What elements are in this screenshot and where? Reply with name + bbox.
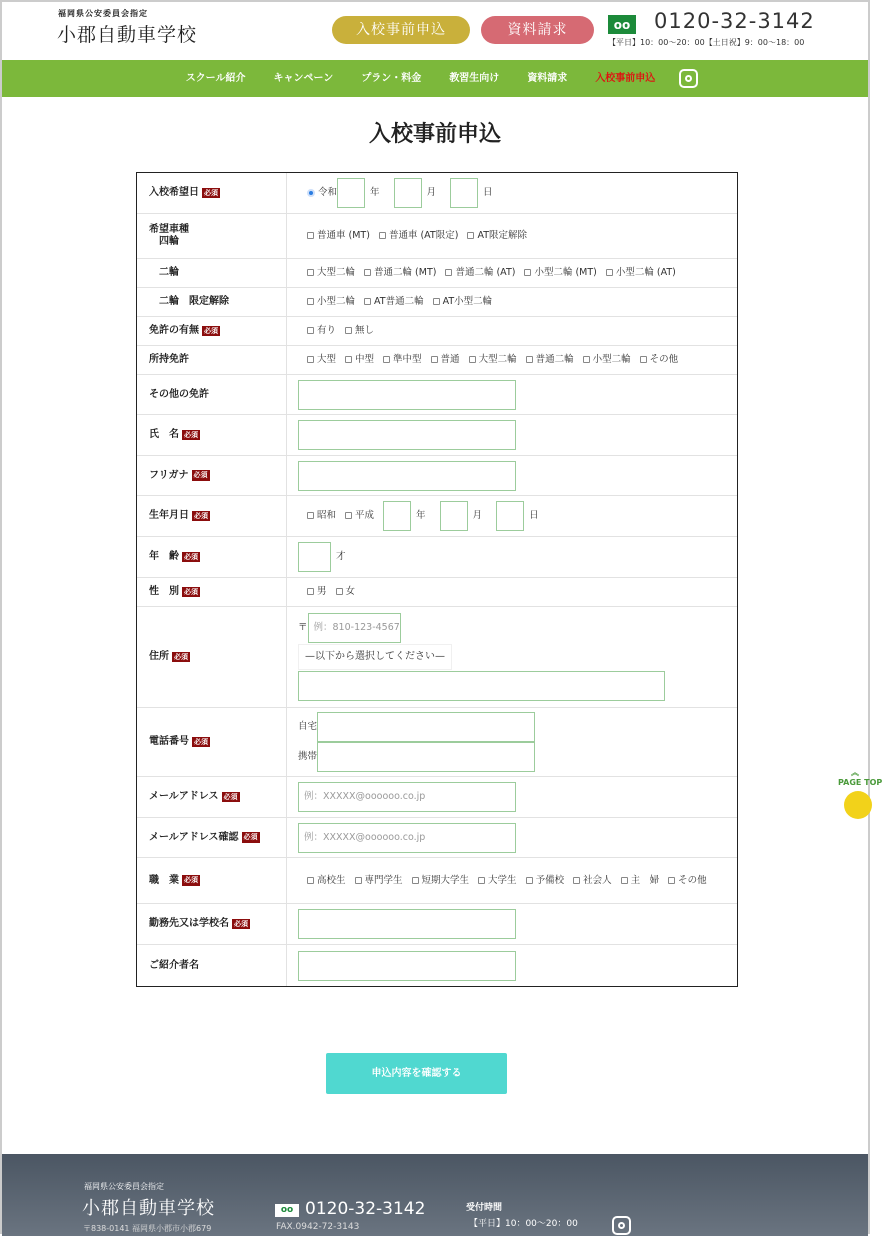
option-label: 普通二輪 (MT)	[374, 267, 437, 279]
option-label: AT限定解除	[477, 230, 528, 242]
form-row	[137, 945, 737, 986]
nav-item[interactable]: キャンペーン	[273, 72, 334, 84]
field-input-area	[287, 578, 737, 606]
checkbox[interactable]	[478, 877, 485, 884]
checkbox-option[interactable]	[412, 875, 470, 886]
year-input[interactable]	[383, 501, 411, 531]
form-row	[137, 818, 737, 858]
prefecture-select[interactable]: —以下から選択してください—	[298, 644, 452, 670]
checkbox-option[interactable]	[583, 354, 631, 365]
field-label	[137, 818, 287, 857]
field-input-area	[287, 858, 737, 903]
checkbox[interactable]	[345, 512, 352, 519]
instagram-icon[interactable]	[612, 1216, 631, 1235]
option-label: 小型二輪 (AT)	[615, 267, 676, 279]
phone-line	[298, 712, 535, 742]
option-label: 普通	[440, 354, 460, 366]
form-row	[137, 346, 737, 375]
required-badge: 必須	[184, 552, 198, 561]
field-label-text: 二輪	[149, 267, 179, 278]
phone-line	[298, 742, 535, 772]
checkbox-option[interactable]	[307, 267, 355, 278]
logo-subtitle: 福岡県公安委員会指定	[58, 9, 148, 18]
field-label-text: 勤務先又は学校名	[149, 918, 229, 929]
option-label: 社会人	[583, 874, 612, 886]
checkbox[interactable]	[526, 877, 533, 884]
unit-label: 日	[529, 510, 539, 522]
field-label	[137, 904, 287, 944]
field-input-area	[287, 317, 737, 345]
field-label-text: 生年月日	[149, 510, 189, 521]
checkbox-option[interactable]	[469, 354, 517, 365]
nav-item[interactable]: 入校事前申込	[595, 72, 656, 84]
page-top-label: PAGE TOP	[838, 777, 882, 787]
option-label: 普通車 (MT)	[317, 230, 370, 242]
option-label: 平成	[355, 510, 375, 522]
footer-fax: FAX.0942-72-3143	[276, 1222, 360, 1232]
checkbox-option[interactable]	[379, 230, 459, 241]
checkbox[interactable]	[606, 269, 613, 276]
option-label: その他	[649, 354, 679, 366]
form-row	[137, 259, 737, 288]
field-label	[137, 496, 287, 536]
footer-logo: 小郡自動車学校	[82, 1198, 215, 1219]
nav-item[interactable]: スクール紹介	[185, 72, 246, 84]
request-materials-button[interactable]: 資料請求	[481, 16, 594, 44]
field-label-text: ご紹介者名	[149, 959, 199, 971]
form-row	[137, 317, 737, 346]
instagram-icon[interactable]	[679, 69, 698, 88]
checkbox[interactable]	[336, 588, 343, 595]
checkbox-option[interactable]	[640, 354, 679, 365]
application-form	[136, 172, 738, 987]
option-label: 小型二輪 (MT)	[534, 267, 597, 279]
checkbox-option[interactable]	[307, 296, 355, 307]
checkbox[interactable]	[307, 512, 314, 519]
checkbox[interactable]	[307, 232, 314, 239]
option-label: AT普通二輪	[374, 296, 424, 308]
field-label-text: 所持免許	[149, 354, 189, 365]
option-label: 小型二輪	[592, 354, 631, 366]
page-top-button[interactable]	[838, 768, 882, 819]
field-input-area	[287, 456, 737, 495]
form-row	[137, 214, 737, 259]
nav-item[interactable]: プラン・料金	[361, 72, 422, 84]
checkbox[interactable]	[412, 877, 419, 884]
field-label-text: 住所	[149, 651, 169, 662]
text-input[interactable]	[298, 461, 516, 491]
option-label: 高校生	[317, 874, 346, 886]
checkbox[interactable]	[307, 877, 314, 884]
field-input-area	[287, 607, 737, 707]
field-label	[137, 375, 287, 414]
option-label: 大型	[317, 354, 337, 366]
field-label-text: その他の免許	[149, 388, 209, 400]
field-label-text: 年 齢	[149, 551, 179, 562]
freedial-icon: oo	[608, 15, 636, 34]
business-hours: 【平日】10：00〜20：00【土日祝】9：00〜18：00	[608, 38, 805, 47]
checkbox-option[interactable]	[445, 267, 515, 278]
freedial-icon: oo	[275, 1204, 299, 1217]
checkbox[interactable]	[583, 356, 590, 363]
checkbox[interactable]	[307, 269, 314, 276]
checkbox-option[interactable]	[307, 354, 336, 365]
field-input-area	[287, 496, 737, 536]
main-nav	[2, 60, 868, 97]
zip-placeholder: 例：810-123-4567	[313, 622, 400, 633]
checkbox-option[interactable]	[307, 325, 336, 336]
year-input[interactable]	[337, 178, 365, 208]
month-input[interactable]	[440, 501, 468, 531]
checkbox[interactable]	[345, 327, 352, 334]
option-label: 主 婦	[630, 874, 660, 886]
email-placeholder: 例：XXXXX@oooooo.co.jp	[304, 831, 426, 843]
required-badge: 必須	[234, 919, 248, 928]
option-label: 男	[317, 586, 327, 598]
form-row	[137, 415, 737, 456]
checkbox-option[interactable]	[307, 586, 327, 597]
required-badge: 必須	[204, 326, 218, 335]
email-placeholder: 例：XXXXX@oooooo.co.jp	[304, 791, 426, 802]
field-input-area	[287, 818, 737, 857]
checkbox[interactable]	[307, 327, 314, 334]
month-input[interactable]	[394, 178, 422, 208]
option-label: 大学生	[488, 874, 517, 886]
checkbox-option[interactable]	[478, 875, 517, 886]
form-row	[137, 858, 737, 904]
option-label: 女	[345, 586, 356, 598]
field-label	[137, 214, 287, 258]
checkbox-option[interactable]	[383, 354, 422, 365]
checkbox[interactable]	[621, 877, 628, 884]
field-label-text: 性 別	[149, 586, 179, 597]
option-label: 普通車 (AT限定)	[388, 230, 459, 242]
checkbox[interactable]	[469, 356, 476, 363]
field-label	[137, 456, 287, 495]
field-input-area	[287, 375, 737, 414]
form-row	[137, 375, 737, 415]
field-input-area	[287, 346, 737, 374]
field-label-text: 免許の有無	[149, 325, 199, 336]
field-label	[137, 173, 287, 213]
form-row	[137, 904, 737, 945]
checkbox[interactable]	[345, 356, 352, 363]
form-row	[137, 537, 737, 578]
option-label: 準中型	[393, 354, 422, 366]
option-label: 大型二輪	[317, 267, 356, 279]
field-label-text: 電話番号	[149, 736, 189, 747]
checkbox-option[interactable]	[526, 875, 565, 886]
checkbox-option[interactable]	[524, 267, 596, 278]
field-label-text: メールアドレス確認	[149, 831, 239, 843]
footer-logo-subtitle: 福岡県公安委員会指定	[84, 1182, 164, 1191]
nav-item[interactable]: 資料請求	[527, 72, 568, 84]
checkbox-option[interactable]	[307, 230, 370, 241]
unit-label: 年	[370, 187, 380, 199]
field-label	[137, 945, 287, 986]
checkbox[interactable]	[668, 877, 675, 884]
email-input[interactable]	[298, 823, 516, 853]
checkbox[interactable]	[467, 232, 474, 239]
option-label: 専門学生	[364, 874, 403, 886]
required-badge: 必須	[223, 792, 238, 801]
required-badge: 必須	[174, 652, 188, 661]
checkbox-option[interactable]	[364, 296, 424, 307]
field-label	[137, 777, 287, 817]
required-badge: 必須	[243, 833, 258, 842]
required-badge: 必須	[184, 876, 198, 885]
footer-phone[interactable]: 0120-32-3142	[305, 1199, 426, 1219]
option-label: その他	[678, 874, 707, 886]
required-badge: 必須	[204, 188, 218, 197]
checkbox[interactable]	[355, 877, 362, 884]
checkbox[interactable]	[383, 356, 390, 363]
checkbox-option[interactable]	[573, 875, 612, 886]
checkbox-option[interactable]	[621, 875, 660, 886]
field-label-text: 入校希望日	[149, 187, 199, 198]
field-label	[137, 317, 287, 345]
checkbox[interactable]	[307, 298, 314, 305]
field-label-text: 希望車種 四輪	[149, 224, 189, 247]
checkbox[interactable]	[640, 356, 647, 363]
site-header	[2, 2, 868, 60]
checkbox[interactable]	[573, 877, 580, 884]
form-row	[137, 496, 737, 537]
checkbox-option[interactable]	[364, 267, 436, 278]
checkbox-option[interactable]	[355, 875, 403, 886]
option-label: 昭和	[317, 510, 337, 522]
mascot-icon	[844, 791, 872, 819]
checkbox[interactable]	[433, 298, 440, 305]
field-label	[137, 708, 287, 776]
footer-hours: 【平日】10：00〜20：00	[469, 1219, 578, 1229]
field-input-area	[287, 415, 737, 455]
checkbox-option[interactable]	[606, 267, 676, 278]
phone-type-label: 自宅	[298, 721, 318, 733]
age-input[interactable]	[298, 542, 331, 572]
zip-line	[298, 613, 401, 643]
required-badge: 必須	[194, 737, 208, 746]
field-label-text: 二輪 限定解除	[149, 296, 229, 307]
phone-number[interactable]: 0120-32-3142	[654, 9, 815, 33]
checkbox[interactable]	[364, 269, 371, 276]
checkbox-option[interactable]	[345, 510, 374, 521]
site-footer	[2, 1154, 868, 1236]
checkbox[interactable]	[364, 298, 371, 305]
field-label-text: 職 業	[149, 874, 179, 886]
checkbox-option[interactable]	[307, 875, 346, 886]
checkbox[interactable]	[307, 356, 314, 363]
option-label: 短期大学生	[421, 874, 470, 886]
mobile-phone-input[interactable]	[317, 742, 535, 772]
address-input[interactable]	[298, 671, 665, 701]
field-label-text: メールアドレス	[149, 791, 219, 802]
footer-address: 〒838-0141 福岡県小郡市小郡679	[83, 1224, 212, 1233]
checkbox[interactable]	[379, 232, 386, 239]
form-row	[137, 456, 737, 496]
option-label: 普通二輪 (AT)	[455, 267, 516, 279]
era-label: 令和	[318, 187, 338, 199]
checkbox-option[interactable]	[467, 230, 527, 241]
option-label: 無し	[355, 325, 375, 337]
form-row	[137, 288, 737, 317]
field-input-area	[287, 173, 737, 213]
checkbox-option[interactable]	[431, 354, 460, 365]
field-label	[137, 288, 287, 316]
checkbox-option[interactable]	[345, 354, 374, 365]
field-label-text: 氏 名	[149, 429, 179, 440]
checkbox[interactable]	[526, 356, 533, 363]
required-badge: 必須	[194, 511, 208, 520]
checkbox[interactable]	[524, 269, 531, 276]
form-row	[137, 777, 737, 818]
field-label	[137, 259, 287, 287]
field-input-area	[287, 288, 737, 316]
field-label	[137, 415, 287, 455]
day-input[interactable]	[496, 501, 524, 531]
site-logo[interactable]: 小郡自動車学校	[57, 24, 198, 46]
text-input[interactable]	[298, 909, 516, 939]
phone-type-label: 携帯	[298, 751, 318, 763]
unit-label: 才	[336, 551, 346, 563]
unit-label: 月	[472, 510, 483, 522]
era-radio[interactable]	[307, 189, 315, 197]
page-title: 入校事前申込	[368, 122, 501, 147]
home-phone-input[interactable]	[317, 712, 535, 742]
field-input-area	[287, 214, 737, 258]
field-input-area	[287, 537, 737, 577]
option-label: 中型	[355, 354, 375, 366]
field-label	[137, 578, 287, 606]
zip-mark: 〒	[298, 622, 308, 634]
field-label-text: フリガナ	[149, 469, 189, 481]
nav-item[interactable]: 教習生向け	[449, 72, 500, 84]
unit-label: 日	[483, 187, 493, 199]
checkbox-option[interactable]	[668, 875, 707, 886]
checkbox-option[interactable]	[307, 510, 336, 521]
field-label	[137, 346, 287, 374]
form-row	[137, 578, 737, 607]
checkbox-option[interactable]	[526, 354, 574, 365]
confirm-submit-button[interactable]: 申込内容を確認する	[326, 1053, 507, 1094]
chevron-up-icon: ︽	[851, 768, 859, 777]
checkbox[interactable]	[307, 588, 314, 595]
field-label	[137, 858, 287, 903]
checkbox-option[interactable]	[433, 296, 493, 307]
checkbox-option[interactable]	[345, 325, 374, 336]
checkbox[interactable]	[431, 356, 438, 363]
option-label: 普通二輪	[535, 354, 574, 366]
field-input-area	[287, 904, 737, 944]
footer-hours-title: 受付時間	[466, 1203, 503, 1213]
text-input[interactable]	[298, 951, 516, 981]
form-row	[137, 607, 737, 708]
day-input[interactable]	[450, 178, 478, 208]
required-badge: 必須	[184, 430, 198, 439]
zip-input[interactable]	[308, 613, 401, 643]
field-input-area	[287, 708, 737, 776]
unit-label: 月	[426, 187, 437, 199]
field-input-area	[287, 259, 737, 287]
checkbox-option[interactable]	[336, 586, 356, 597]
text-input[interactable]	[298, 420, 516, 450]
required-badge: 必須	[193, 471, 208, 480]
checkbox[interactable]	[445, 269, 452, 276]
field-input-area	[287, 777, 737, 817]
apply-button[interactable]: 入校事前申込	[332, 16, 470, 44]
form-row	[137, 173, 737, 214]
form-row	[137, 708, 737, 777]
text-input[interactable]	[298, 380, 516, 410]
option-label: 大型二輪	[478, 354, 517, 366]
option-label: 有り	[317, 325, 337, 337]
unit-label: 年	[416, 510, 426, 522]
option-label: 小型二輪	[317, 296, 356, 308]
field-input-area	[287, 945, 737, 986]
option-label: 予備校	[535, 874, 565, 886]
field-label	[137, 607, 287, 707]
field-label	[137, 537, 287, 577]
email-input[interactable]	[298, 782, 516, 812]
required-badge: 必須	[184, 587, 198, 596]
option-label: AT小型二輪	[442, 296, 493, 308]
